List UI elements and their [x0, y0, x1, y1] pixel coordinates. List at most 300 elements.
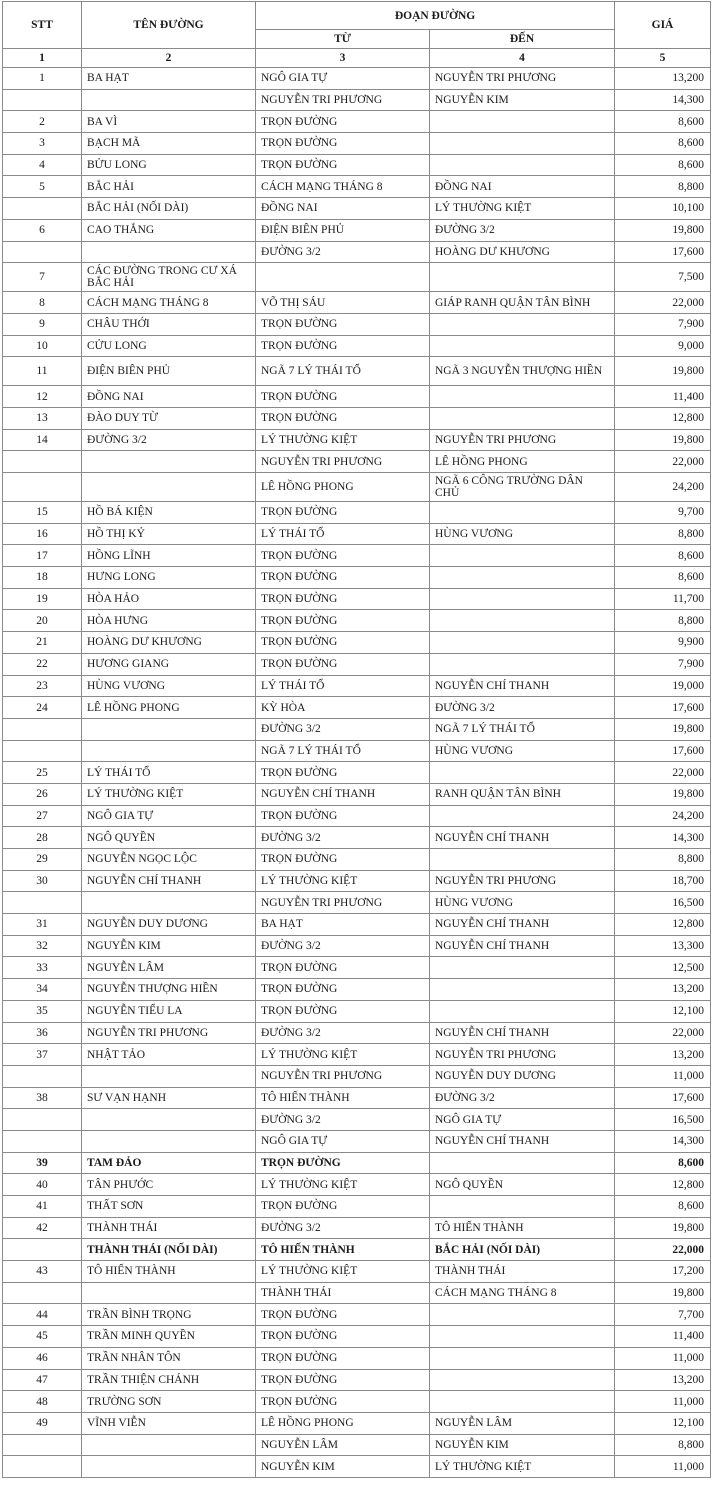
cell-to: NGUYỄN TRI PHƯƠNG — [430, 870, 615, 892]
cell-street-name: NGUYỄN THƯỢNG HIỀN — [82, 979, 256, 1001]
cell-price: 8,600 — [615, 1152, 711, 1174]
cell-price: 17,200 — [615, 1261, 711, 1283]
table-row — [3, 1347, 711, 1369]
cell-stt: 19 — [3, 588, 82, 610]
cell-stt: 48 — [3, 1391, 82, 1413]
cell-from: ĐƯỜNG 3/2 — [256, 718, 430, 740]
table-row — [3, 154, 711, 176]
table-row — [3, 263, 711, 292]
cell-street-name: NGUYỄN KIM — [82, 935, 256, 957]
column-number-2: 2 — [82, 49, 256, 68]
cell-street-name: SƯ VẠN HẠNH — [82, 1087, 256, 1109]
cell-to — [430, 1304, 615, 1326]
cell-to — [430, 545, 615, 567]
cell-price: 11,700 — [615, 588, 711, 610]
table-row — [3, 588, 711, 610]
table-body — [3, 68, 711, 1478]
column-number-3: 3 — [256, 49, 430, 68]
cell-stt: 21 — [3, 632, 82, 654]
cell-from: ĐƯỜNG 3/2 — [256, 1217, 430, 1239]
cell-to: NGUYỄN KIM — [430, 1434, 615, 1456]
cell-price: 12,800 — [615, 407, 711, 429]
cell-stt: 17 — [3, 545, 82, 567]
cell-from: TRỌN ĐƯỜNG — [256, 653, 430, 675]
cell-price: 7,900 — [615, 653, 711, 675]
cell-stt: 12 — [3, 386, 82, 408]
cell-price: 17,600 — [615, 1087, 711, 1109]
cell-price: 14,300 — [615, 1130, 711, 1152]
cell-price: 8,800 — [615, 523, 711, 545]
cell-from: TRỌN ĐƯỜNG — [256, 335, 430, 357]
table-row — [3, 827, 711, 849]
cell-from: TRỌN ĐƯỜNG — [256, 1326, 430, 1348]
cell-from: TRỌN ĐƯỜNG — [256, 1347, 430, 1369]
cell-stt: 15 — [3, 502, 82, 524]
cell-street-name: NGUYỄN CHÍ THANH — [82, 870, 256, 892]
cell-street-name: TRẦN THIỆN CHÁNH — [82, 1369, 256, 1391]
table-row — [3, 313, 711, 335]
cell-price: 14,300 — [615, 827, 711, 849]
cell-stt — [3, 1282, 82, 1304]
cell-stt: 20 — [3, 610, 82, 632]
cell-stt: 35 — [3, 1000, 82, 1022]
table-row — [3, 1282, 711, 1304]
cell-to: THÀNH THÁI — [430, 1261, 615, 1283]
cell-street-name: CHÂU THỚI — [82, 313, 256, 335]
cell-to: HÙNG VƯƠNG — [430, 740, 615, 762]
cell-stt: 39 — [3, 1152, 82, 1174]
table-row — [3, 1087, 711, 1109]
cell-from: TRỌN ĐƯỜNG — [256, 111, 430, 133]
cell-from: NGUYỄN CHÍ THANH — [256, 783, 430, 805]
cell-stt: 43 — [3, 1261, 82, 1283]
cell-to: RANH QUẬN TÂN BÌNH — [430, 783, 615, 805]
header-gia: GIÁ — [615, 2, 711, 49]
table-row — [3, 957, 711, 979]
cell-from: TRỌN ĐƯỜNG — [256, 386, 430, 408]
cell-from: ĐƯỜNG 3/2 — [256, 827, 430, 849]
cell-street-name: TRẦN NHÂN TÔN — [82, 1347, 256, 1369]
cell-to — [430, 567, 615, 589]
column-number-1: 1 — [3, 49, 82, 68]
table-row — [3, 429, 711, 451]
table-row — [3, 198, 711, 220]
table-row — [3, 892, 711, 914]
cell-price: 22,000 — [615, 451, 711, 473]
cell-to: HOÀNG DƯ KHƯƠNG — [430, 241, 615, 263]
cell-to — [430, 263, 615, 292]
cell-street-name: THÀNH THÁI — [82, 1217, 256, 1239]
cell-price: 8,600 — [615, 545, 711, 567]
table-row — [3, 610, 711, 632]
cell-stt — [3, 1239, 82, 1261]
cell-street-name — [82, 89, 256, 111]
cell-to — [430, 1347, 615, 1369]
cell-from: NGÃ 7 LÝ THÁI TỔ — [256, 740, 430, 762]
table-row — [3, 1044, 711, 1066]
cell-street-name: HỒNG LĨNH — [82, 545, 256, 567]
cell-street-name: THẤT SƠN — [82, 1196, 256, 1218]
cell-street-name: LÊ HỒNG PHONG — [82, 697, 256, 719]
table-row — [3, 762, 711, 784]
cell-stt: 36 — [3, 1022, 82, 1044]
cell-street-name: TÂN PHƯỚC — [82, 1174, 256, 1196]
cell-to — [430, 762, 615, 784]
cell-street-name — [82, 1434, 256, 1456]
cell-stt: 24 — [3, 697, 82, 719]
cell-stt — [3, 892, 82, 914]
cell-to — [430, 849, 615, 871]
cell-stt: 47 — [3, 1369, 82, 1391]
cell-to — [430, 632, 615, 654]
cell-stt: 45 — [3, 1326, 82, 1348]
table-row — [3, 1022, 711, 1044]
cell-stt: 16 — [3, 523, 82, 545]
cell-price: 13,200 — [615, 1044, 711, 1066]
cell-to: HÙNG VƯƠNG — [430, 892, 615, 914]
cell-street-name — [82, 1109, 256, 1131]
cell-street-name: TRẦN MINH QUYỀN — [82, 1326, 256, 1348]
cell-street-name — [82, 1130, 256, 1152]
table-row — [3, 1326, 711, 1348]
table-row — [3, 567, 711, 589]
cell-price: 16,500 — [615, 892, 711, 914]
cell-to: NGÃ 3 NGUYỄN THƯỢNG HIỀN — [430, 357, 615, 386]
table-row — [3, 292, 711, 314]
cell-to — [430, 386, 615, 408]
cell-from: CÁCH MẠNG THÁNG 8 — [256, 176, 430, 198]
cell-street-name: CỬU LONG — [82, 335, 256, 357]
cell-stt: 49 — [3, 1412, 82, 1434]
cell-to: NGUYỄN CHÍ THANH — [430, 1022, 615, 1044]
table-row — [3, 979, 711, 1001]
cell-street-name: CÁC ĐƯỜNG TRONG CƯ XÁ BẮC HẢI — [82, 263, 256, 292]
cell-from: TRỌN ĐƯỜNG — [256, 762, 430, 784]
cell-street-name: HỒ BÁ KIỆN — [82, 502, 256, 524]
cell-stt: 1 — [3, 68, 82, 90]
table-row — [3, 1152, 711, 1174]
cell-from: LÊ HỒNG PHONG — [256, 1412, 430, 1434]
cell-to — [430, 653, 615, 675]
cell-stt: 29 — [3, 849, 82, 871]
cell-stt — [3, 198, 82, 220]
cell-street-name: BA VÌ — [82, 111, 256, 133]
cell-to: NGUYỄN TRI PHƯƠNG — [430, 429, 615, 451]
cell-stt — [3, 89, 82, 111]
cell-stt: 26 — [3, 783, 82, 805]
table-row — [3, 783, 711, 805]
cell-to — [430, 335, 615, 357]
cell-street-name: LÝ THÁI TỔ — [82, 762, 256, 784]
cell-street-name — [82, 241, 256, 263]
cell-to: ĐỒNG NAI — [430, 176, 615, 198]
cell-from: LÝ THƯỜNG KIỆT — [256, 1261, 430, 1283]
cell-street-name: BA HẠT — [82, 68, 256, 90]
cell-stt — [3, 473, 82, 502]
cell-street-name: HƯƠNG GIANG — [82, 653, 256, 675]
cell-stt — [3, 718, 82, 740]
cell-street-name: HƯNG LONG — [82, 567, 256, 589]
cell-stt: 7 — [3, 263, 82, 292]
cell-price: 11,000 — [615, 1391, 711, 1413]
cell-from: ĐƯỜNG 3/2 — [256, 1022, 430, 1044]
table-row — [3, 68, 711, 90]
cell-from: NGÔ GIA TỰ — [256, 1130, 430, 1152]
cell-from: TÔ HIẾN THÀNH — [256, 1087, 430, 1109]
table-row — [3, 89, 711, 111]
cell-price: 10,100 — [615, 198, 711, 220]
cell-to: NGÔ GIA TỰ — [430, 1109, 615, 1131]
cell-stt: 46 — [3, 1347, 82, 1369]
table-row — [3, 653, 711, 675]
table-row — [3, 335, 711, 357]
table-row — [3, 849, 711, 871]
header-den: ĐẾN — [430, 30, 615, 49]
cell-street-name — [82, 1282, 256, 1304]
cell-from: TRỌN ĐƯỜNG — [256, 545, 430, 567]
table-row — [3, 1391, 711, 1413]
cell-street-name — [82, 473, 256, 502]
cell-price: 13,300 — [615, 935, 711, 957]
cell-price: 22,000 — [615, 292, 711, 314]
cell-from: ĐIỆN BIÊN PHỦ — [256, 219, 430, 241]
cell-stt — [3, 1109, 82, 1131]
cell-street-name: ĐỒNG NAI — [82, 386, 256, 408]
cell-from: TRỌN ĐƯỜNG — [256, 502, 430, 524]
cell-price: 19,000 — [615, 675, 711, 697]
cell-stt: 28 — [3, 827, 82, 849]
cell-to: HÙNG VƯƠNG — [430, 523, 615, 545]
cell-from: NGUYỄN LÂM — [256, 1434, 430, 1456]
cell-to — [430, 610, 615, 632]
cell-street-name: NGUYỄN TRI PHƯƠNG — [82, 1022, 256, 1044]
table-row — [3, 357, 711, 386]
table-row — [3, 1304, 711, 1326]
cell-price: 7,700 — [615, 1304, 711, 1326]
cell-stt: 4 — [3, 154, 82, 176]
cell-street-name: BẠCH MÃ — [82, 133, 256, 155]
cell-price: 11,000 — [615, 1347, 711, 1369]
cell-stt: 11 — [3, 357, 82, 386]
table-row — [3, 1217, 711, 1239]
cell-price: 8,600 — [615, 1196, 711, 1218]
cell-price: 12,500 — [615, 957, 711, 979]
cell-from: LÊ HỒNG PHONG — [256, 473, 430, 502]
cell-from: LÝ THƯỜNG KIỆT — [256, 429, 430, 451]
cell-street-name: HOÀNG DƯ KHƯƠNG — [82, 632, 256, 654]
cell-from: TRỌN ĐƯỜNG — [256, 957, 430, 979]
cell-street-name — [82, 1065, 256, 1087]
table-row — [3, 1000, 711, 1022]
cell-to: NGUYỄN TRI PHƯƠNG — [430, 68, 615, 90]
cell-from: TRỌN ĐƯỜNG — [256, 588, 430, 610]
cell-from: VÕ THỊ SÁU — [256, 292, 430, 314]
table-row — [3, 451, 711, 473]
cell-price: 7,900 — [615, 313, 711, 335]
cell-street-name: HÒA HƯNG — [82, 610, 256, 632]
cell-price: 22,000 — [615, 1022, 711, 1044]
table-row — [3, 111, 711, 133]
header-doan-duong: ĐOẠN ĐƯỜNG — [256, 2, 615, 30]
cell-stt: 25 — [3, 762, 82, 784]
cell-price: 11,400 — [615, 1326, 711, 1348]
table-row — [3, 805, 711, 827]
cell-price: 17,600 — [615, 740, 711, 762]
cell-price: 11,000 — [615, 1065, 711, 1087]
cell-price: 8,600 — [615, 111, 711, 133]
cell-street-name — [82, 1456, 256, 1478]
cell-stt: 23 — [3, 675, 82, 697]
cell-to — [430, 979, 615, 1001]
cell-to — [430, 154, 615, 176]
cell-from: ĐƯỜNG 3/2 — [256, 1109, 430, 1131]
cell-price: 8,800 — [615, 610, 711, 632]
table-row — [3, 176, 711, 198]
cell-from: NGÃ 7 LÝ THÁI TỔ — [256, 357, 430, 386]
cell-to: TÔ HIẾN THÀNH — [430, 1217, 615, 1239]
cell-price: 12,800 — [615, 914, 711, 936]
cell-price: 19,800 — [615, 718, 711, 740]
cell-street-name: HỒ THỊ KỶ — [82, 523, 256, 545]
cell-price: 8,600 — [615, 133, 711, 155]
cell-street-name: NGUYỄN TIỂU LA — [82, 1000, 256, 1022]
cell-to: NGUYỄN KIM — [430, 89, 615, 111]
cell-from: LÝ THÁI TỔ — [256, 523, 430, 545]
cell-stt: 10 — [3, 335, 82, 357]
cell-street-name: THÀNH THÁI (NỐI DÀI) — [82, 1239, 256, 1261]
cell-price: 8,600 — [615, 154, 711, 176]
cell-price: 8,800 — [615, 176, 711, 198]
cell-price: 9,700 — [615, 502, 711, 524]
cell-from: TRỌN ĐƯỜNG — [256, 1196, 430, 1218]
cell-stt: 13 — [3, 407, 82, 429]
table-row — [3, 545, 711, 567]
cell-from: TRỌN ĐƯỜNG — [256, 1152, 430, 1174]
cell-from: ĐƯỜNG 3/2 — [256, 935, 430, 957]
cell-street-name: NGUYỄN LÂM — [82, 957, 256, 979]
cell-to: ĐƯỜNG 3/2 — [430, 1087, 615, 1109]
cell-price: 16,500 — [615, 1109, 711, 1131]
cell-stt — [3, 1434, 82, 1456]
cell-price: 24,200 — [615, 473, 711, 502]
cell-price: 17,600 — [615, 241, 711, 263]
cell-from: LÝ THƯỜNG KIỆT — [256, 1174, 430, 1196]
cell-price: 12,800 — [615, 1174, 711, 1196]
table-row — [3, 407, 711, 429]
cell-to: CÁCH MẠNG THÁNG 8 — [430, 1282, 615, 1304]
cell-to: LÝ THƯỜNG KIỆT — [430, 1456, 615, 1478]
cell-price: 8,600 — [615, 567, 711, 589]
cell-to: NGÃ 7 LÝ THÁI TỔ — [430, 718, 615, 740]
cell-stt: 41 — [3, 1196, 82, 1218]
cell-stt: 9 — [3, 313, 82, 335]
table-row — [3, 1196, 711, 1218]
cell-price: 13,200 — [615, 1369, 711, 1391]
cell-to: NGUYỄN TRI PHƯƠNG — [430, 1044, 615, 1066]
cell-street-name: BẮC HẢI (NỐI DÀI) — [82, 198, 256, 220]
table-row — [3, 697, 711, 719]
cell-to — [430, 502, 615, 524]
cell-price: 7,500 — [615, 263, 711, 292]
cell-stt — [3, 740, 82, 762]
cell-stt — [3, 1130, 82, 1152]
table-row — [3, 1261, 711, 1283]
table-header — [3, 2, 711, 68]
cell-street-name: ĐÀO DUY TỪ — [82, 407, 256, 429]
cell-to — [430, 1391, 615, 1413]
cell-from: NGUYỄN TRI PHƯƠNG — [256, 892, 430, 914]
table-row — [3, 1369, 711, 1391]
cell-stt — [3, 1456, 82, 1478]
cell-street-name: TRẦN BÌNH TRỌNG — [82, 1304, 256, 1326]
cell-stt — [3, 241, 82, 263]
cell-to — [430, 313, 615, 335]
cell-to: NGUYỄN LÂM — [430, 1412, 615, 1434]
cell-stt: 34 — [3, 979, 82, 1001]
cell-to: NGÔ QUYỀN — [430, 1174, 615, 1196]
table-row — [3, 935, 711, 957]
cell-from: TRỌN ĐƯỜNG — [256, 805, 430, 827]
cell-to: NGUYỄN CHÍ THANH — [430, 1130, 615, 1152]
cell-street-name: NHẬT TẢO — [82, 1044, 256, 1066]
cell-price: 19,800 — [615, 783, 711, 805]
cell-from: TRỌN ĐƯỜNG — [256, 1369, 430, 1391]
cell-to — [430, 1196, 615, 1218]
cell-stt: 18 — [3, 567, 82, 589]
cell-price: 19,800 — [615, 1217, 711, 1239]
cell-to: ĐƯỜNG 3/2 — [430, 219, 615, 241]
table-row — [3, 1065, 711, 1087]
table-row — [3, 675, 711, 697]
cell-stt: 8 — [3, 292, 82, 314]
cell-from: THÀNH THÁI — [256, 1282, 430, 1304]
cell-from: NGUYỄN TRI PHƯƠNG — [256, 1065, 430, 1087]
cell-to — [430, 1369, 615, 1391]
cell-stt: 37 — [3, 1044, 82, 1066]
cell-to — [430, 805, 615, 827]
cell-price: 11,400 — [615, 386, 711, 408]
cell-street-name: HÙNG VƯƠNG — [82, 675, 256, 697]
cell-to: NGUYỄN CHÍ THANH — [430, 914, 615, 936]
cell-price: 19,800 — [615, 1282, 711, 1304]
cell-price: 12,100 — [615, 1000, 711, 1022]
cell-from: TRỌN ĐƯỜNG — [256, 632, 430, 654]
table-row — [3, 1239, 711, 1261]
cell-from: KỲ HÒA — [256, 697, 430, 719]
header-tu: TỪ — [256, 30, 430, 49]
table-row — [3, 870, 711, 892]
table-row — [3, 473, 711, 502]
cell-price: 19,800 — [615, 219, 711, 241]
cell-price: 14,300 — [615, 89, 711, 111]
cell-street-name: CAO THẮNG — [82, 219, 256, 241]
cell-from: TRỌN ĐƯỜNG — [256, 313, 430, 335]
table-row — [3, 241, 711, 263]
cell-street-name: ĐIỆN BIÊN PHỦ — [82, 357, 256, 386]
cell-from: LÝ THƯỜNG KIỆT — [256, 870, 430, 892]
table-row — [3, 523, 711, 545]
cell-stt — [3, 1065, 82, 1087]
cell-to: NGUYỄN CHÍ THANH — [430, 935, 615, 957]
cell-to — [430, 407, 615, 429]
cell-price: 24,200 — [615, 805, 711, 827]
cell-price: 8,800 — [615, 849, 711, 871]
cell-street-name: NGÔ QUYỀN — [82, 827, 256, 849]
table-row — [3, 502, 711, 524]
cell-from: BA HẠT — [256, 914, 430, 936]
cell-stt: 22 — [3, 653, 82, 675]
cell-street-name: TAM ĐẢO — [82, 1152, 256, 1174]
